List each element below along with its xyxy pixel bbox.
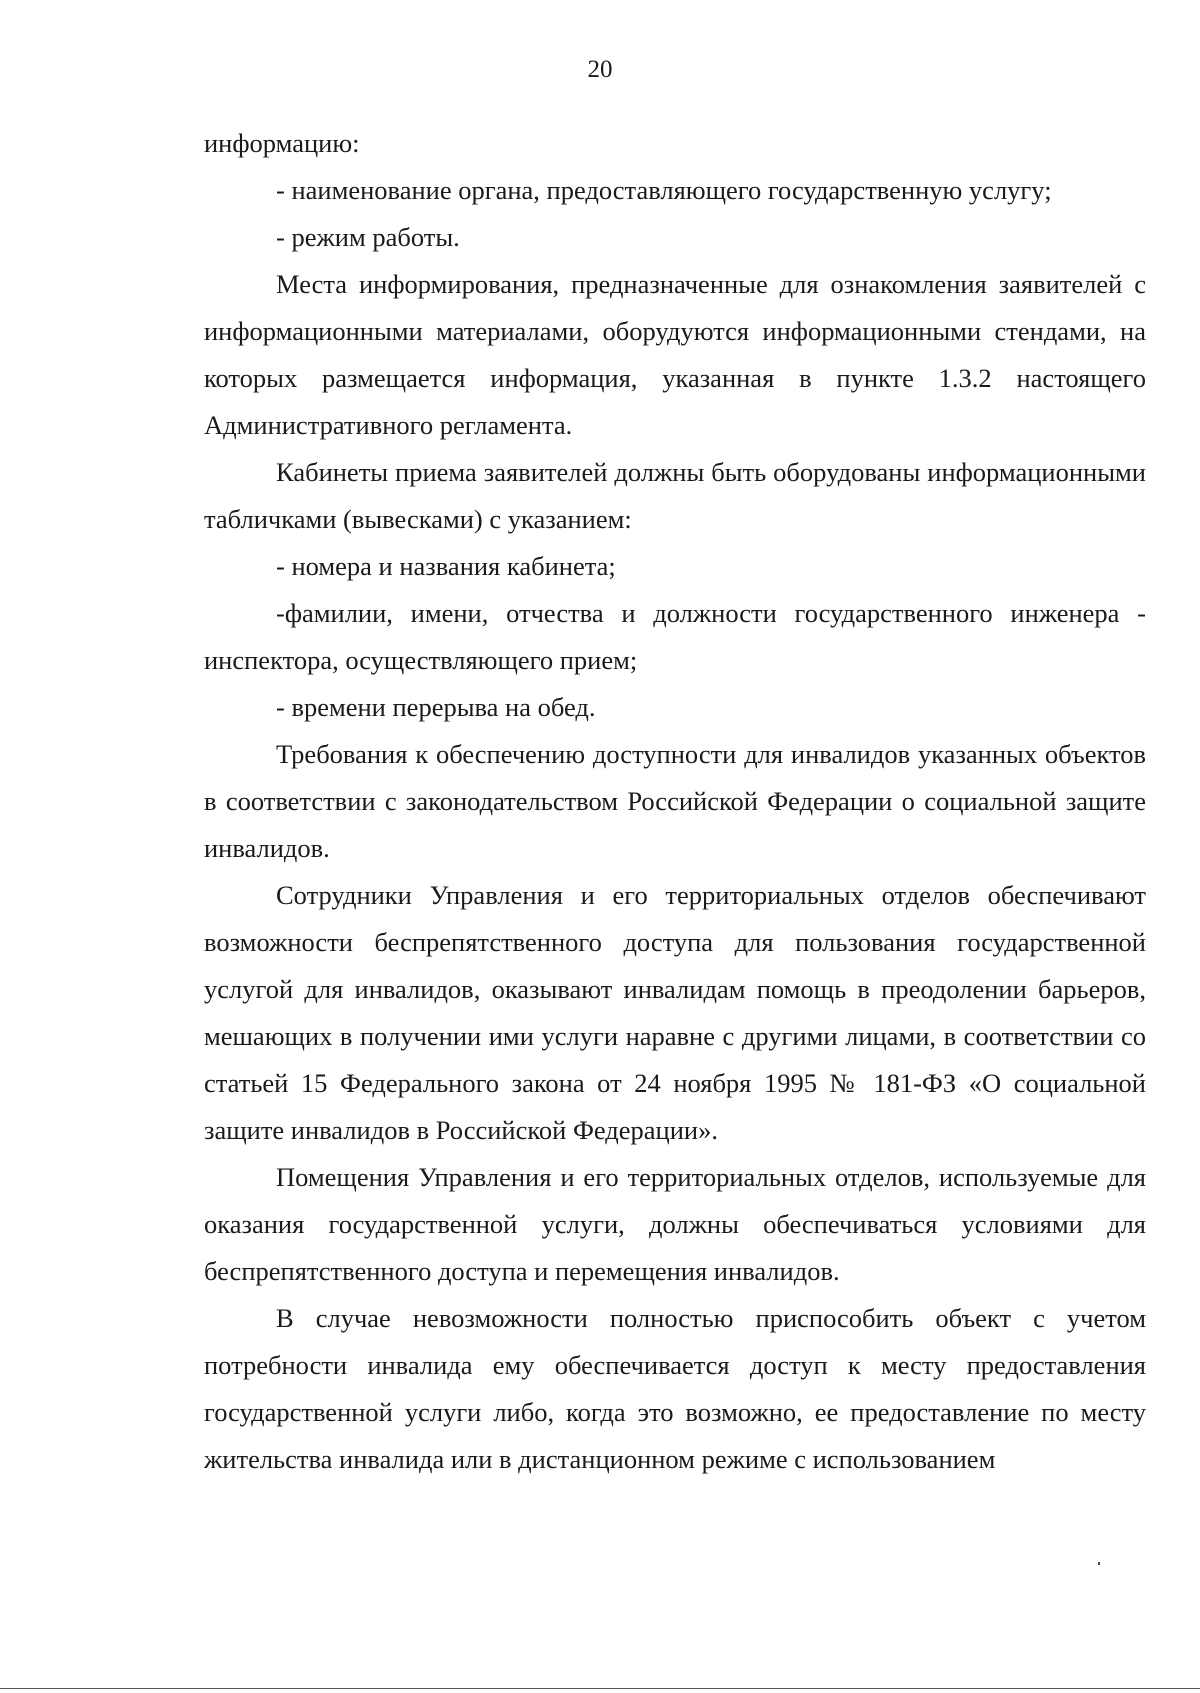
body-text <box>204 120 1146 1483</box>
paragraph: информацию: <box>204 128 360 158</box>
paragraph: Помещения Управления и его территориальных отделов, используемые для оказания государственной услуги, должны обеспечиваться условиями для беспрепятственного доступа и перемещения инвалидов. <box>204 1162 1146 1286</box>
list-item: - времени перерыва на обед. <box>276 692 596 722</box>
paragraph: Места информирования, предназначенные для ознакомления заявителей с информационными материалами, оборудуются информационными стендами, на которых размещается информация, указанная в пункте 1.3.2 настоящего Административного регламента. <box>204 269 1146 440</box>
paragraph: В случае невозможности полностью приспособить объект с учетом потребности инвалида ему обеспечивается доступ к месту предоставления государственной услуги либо, когда это возможно, ее предоставление по месту жительства инвалида или в дистанционном режиме с использованием <box>204 1303 1146 1474</box>
list-item: - наименование органа, предоставляющего государственную услугу; <box>276 175 1052 205</box>
page-number: 20 <box>587 56 613 83</box>
scan-speck <box>1098 1562 1100 1565</box>
list-item: - режим работы. <box>276 222 460 252</box>
list-item: -фамилии, имени, отчества и должности государственного инженера - инспектора, осуществляющего прием; <box>204 598 1146 675</box>
list-item: - номера и названия кабинета; <box>276 551 616 581</box>
paragraph: Сотрудники Управления и его территориальных отделов обеспечивают возможности беспрепятственного доступа для пользования государственной услугой для инвалидов, оказывают инвалидам помощь в преодолении барьеров, мешающих в получении ими услуги наравне с другими лицами, в соответствии со статьей 15 Федерального закона от 24 ноября 1995 № 181-ФЗ «О социальной защите инвалидов в Российской Федерации». <box>204 880 1146 1145</box>
scan-edge-line <box>0 1688 1200 1689</box>
paragraph: Кабинеты приема заявителей должны быть оборудованы информационными табличками (вывесками) с указанием: <box>204 457 1146 534</box>
paragraph: Требования к обеспечению доступности для инвалидов указанных объектов в соответствии с законодательством Российской Федерации о социальной защите инвалидов. <box>204 739 1146 863</box>
